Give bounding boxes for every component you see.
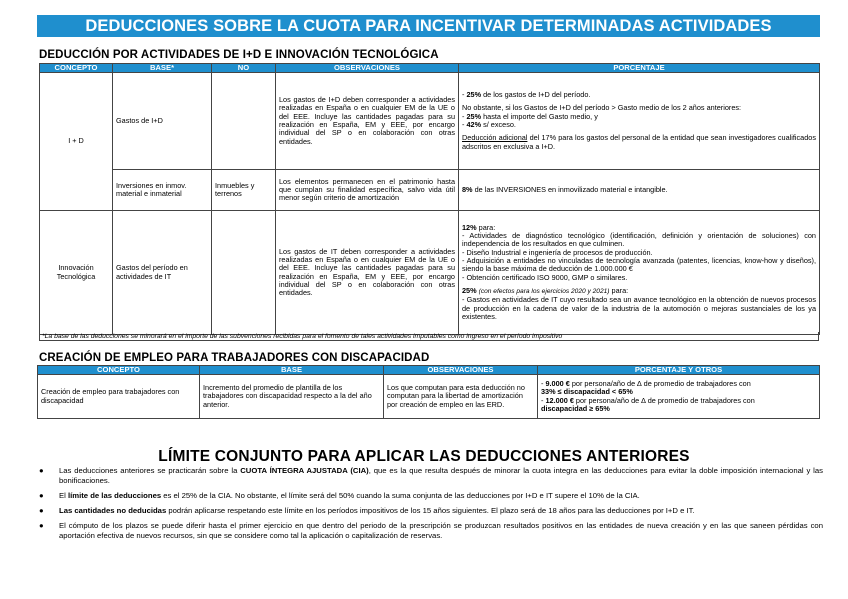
- no-it: [212, 211, 276, 335]
- header-no: NO: [212, 64, 276, 73]
- no-inv: Inmuebles y terrenos: [212, 170, 276, 211]
- list-item: ● El cómputo de los plazos se puede diferir hasta el primer ejercicio en que dentro del periodo de la prescripción se produzcan resultados positivos en las entidades de nueva creación y en las que saneen pérdidas con aportación efectiva de nuevos recursos, sin que se considere como tal la aplicación o capitalización de reservas.: [39, 521, 823, 540]
- pct-inv: 8% de las INVERSIONES en inmovilizado material e intangible.: [459, 170, 820, 211]
- list-item: ● El límite de las deducciones es el 25% de la CIA. No obstante, el límite será del 50% cuando la suma conjunta de las deducciones por I+D e IT supere el 10% de la CIA.: [39, 491, 640, 500]
- table-header-row: [38, 366, 820, 375]
- pct-id: - 25% de los gastos de I+D del período. No obstante, si los Gastos de I+D del período > Gasto medio de los 2 años anteriores: - 25% hasta el importe del Gasto medio, y - 42% s/ exceso. Deducción adicional del 17% para los gastos del personal de la entidad que sean investigadores cualificados adscritos en exclusiva a I+D.: [459, 73, 820, 170]
- bullet-icon: ●: [39, 491, 44, 500]
- header-base: BASE: [200, 366, 384, 375]
- concept-it: Innovación Tecnológica: [40, 211, 113, 335]
- header-concepto: CONCEPTO: [38, 366, 200, 375]
- section-title-empleo: CREACIÓN DE EMPLEO PARA TRABAJADORES CON DISCAPACIDAD: [39, 352, 430, 364]
- section-title-id: DEDUCCIÓN POR ACTIVIDADES DE I+D E INNOVACIÓN TECNOLÓGICA: [39, 49, 439, 61]
- footnote: *La base de las deducciones se minorará en el importe de las subvenciones recibidas para el fomento de tales actividades imputables como ingreso en el período impositivo: [39, 332, 819, 341]
- obs-empleo: Los que computan para esta deducción no computan para la libertad de amortización por creación de empleo en las ERD.: [384, 375, 538, 419]
- no-id: [212, 73, 276, 170]
- header-porcentaje-otros: PORCENTAJE Y OTROS: [538, 366, 820, 375]
- bullet-icon: ●: [39, 466, 44, 475]
- empleo-table: [37, 365, 820, 419]
- header-observaciones: OBSERVACIONES: [276, 64, 459, 73]
- obs-id: Los gastos de I+D deben corresponder a actividades realizadas en España o en cualquier EM de la UE o del EEE. Incluye las cantidades pagadas para su realización en España, EM y EEE, por encargo individual del SP o en colaboración con otras entidades.: [276, 73, 459, 170]
- limit-title: LÍMITE CONJUNTO PARA APLICAR LAS DEDUCCIONES ANTERIORES: [158, 448, 690, 465]
- base-empleo: Incremento del promedio de plantilla de los trabajadores con discapacidad respecto a la del año anterior.: [200, 375, 384, 419]
- header-concepto: CONCEPTO: [40, 64, 113, 73]
- table-row: [40, 170, 820, 211]
- table-row: [40, 211, 820, 335]
- concept-empleo: Creación de empleo para trabajadores con discapacidad: [38, 375, 200, 419]
- bullet-icon: ●: [39, 506, 44, 515]
- obs-it: Los gastos de IT deben corresponder a actividades realizadas en España o en cualquier EM de la UE o del EEE. Incluye las cantidades pagadas para su realización en España, EM y EEE, por encargo individual del SP o en colaboración con otras entidades.: [276, 211, 459, 335]
- list-item: ● Las cantidades no deducidas podrán aplicarse respetando este límite en los períodos impositivos de los 15 años siguientes. El plazo será de 18 años para las deducciones por I+D e IT.: [39, 506, 695, 515]
- list-item: ● Las deducciones anteriores se practicarán sobre la CUOTA ÍNTEGRA AJUSTADA (CIA), que es la que resulta después de minorar la cuota integra en las deducciones para evitar la doble imposición internacional y las bonificaciones.: [39, 466, 823, 485]
- table-row: [38, 375, 820, 419]
- obs-inv: Los elementos permanecen en el patrimonio hasta que cumplan su finalidad específica, salvo vida útil menor según criterio de amortización: [276, 170, 459, 211]
- pct-empleo: - 9.000 € por persona/año de ∆ de promedio de trabajadores con 33% ≤ discapacidad < 65% - 12.000 € por persona/año de ∆ de promedio de trabajadores con discapacidad ≥ 65%: [538, 375, 820, 419]
- base-it: Gastos del período en actividades de IT: [113, 211, 212, 335]
- limit-list: [39, 466, 823, 546]
- concept-id: I + D: [40, 73, 113, 211]
- page-banner-title: DEDUCCIONES SOBRE LA CUOTA PARA INCENTIVAR DETERMINADAS ACTIVIDADES: [37, 15, 820, 37]
- table-row: [40, 73, 820, 170]
- header-observaciones: OBSERVACIONES: [384, 366, 538, 375]
- header-base: BASE*: [113, 64, 212, 73]
- base-inv: Inversiones en inmov. material e inmaterial: [113, 170, 212, 211]
- header-porcentaje: PORCENTAJE: [459, 64, 820, 73]
- table-header-row: [40, 64, 820, 73]
- pct-it: 12% para: - Actividades de diagnóstico tecnológico (identificación, definición y orientación de soluciones) con independencia de los resultados en que culminen. - Diseño Industrial e ingeniería de procesos de producción. - Adquisición a entidades no vinculadas de tecnología avanzada (patentes, licencias, know-how y diseños), siendo la base máxima de deducción de 1.000.000 € - Obtención certificado ISO 9000, GMP o similares. 25% (con efectos para los ejercicios 2020 y 2021) para: - Gastos en actividades de IT cuyo resultado sea un avance tecnológico en la obtención de nuevos procesos de producción en la cadena de valor de la industria de la automoción o mejoras sustanciales de los ya existentes.: [459, 211, 820, 335]
- bullet-icon: ●: [39, 521, 44, 530]
- base-id: Gastos de I+D: [113, 73, 212, 170]
- id-table: [39, 63, 820, 335]
